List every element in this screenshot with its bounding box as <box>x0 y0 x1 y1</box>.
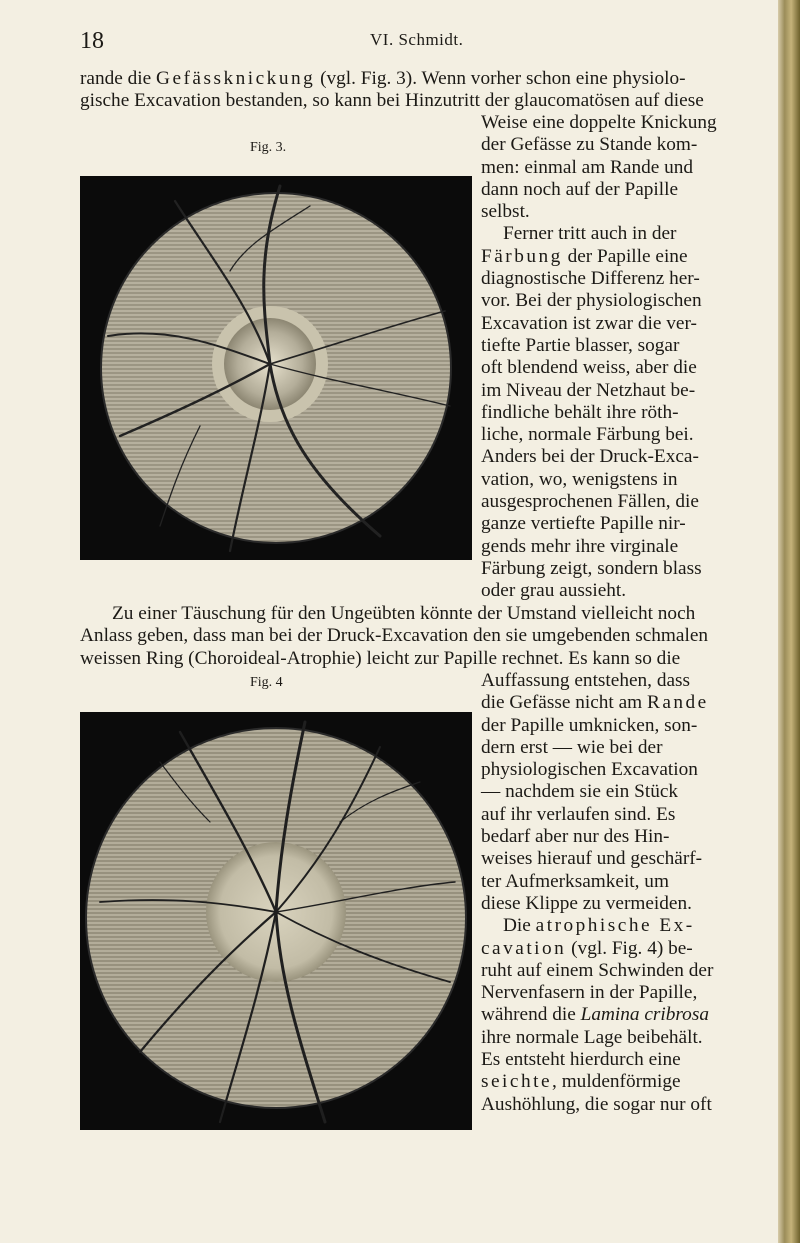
text-line: liche, normale Färbung bei. <box>481 424 694 446</box>
text-line: Aushöhlung, die sogar nur oft <box>481 1093 712 1115</box>
page-edge <box>778 0 800 1243</box>
paragraph-block-4 <box>481 670 713 1116</box>
text-line: während die Lamina cribrosa <box>481 1004 709 1026</box>
text-line: die Gefässe nicht am Rande <box>481 692 709 714</box>
text-line: ter Aufmerksamkeit, um <box>481 870 669 892</box>
text-line: ganze vertiefte Papille nir- <box>481 513 686 535</box>
text-line: ihre normale Lage beibehält. <box>481 1026 703 1048</box>
text-line: Nervenfasern in der Papille, <box>481 982 698 1004</box>
text-line: Färbung zeigt, sondern blass <box>481 557 702 579</box>
text-line: weissen Ring (Choroideal-Atrophie) leicht zur Papille rechnet. Es kann so die <box>80 647 681 669</box>
text-line: Auffassung entstehen, dass <box>481 670 691 691</box>
text-line: selbst. <box>481 201 530 223</box>
text-line: weises hierauf und geschärf- <box>481 848 703 870</box>
optic-disc-drawing-3 <box>80 176 472 560</box>
text-line: rande die Gefässknickung (vgl. Fig. 3). Wenn vorher schon eine physiolo- <box>80 68 686 89</box>
text-line: diese Klippe zu vermeiden. <box>481 892 692 914</box>
figure-3-label: Fig. 3. <box>250 140 287 155</box>
text-line: diagnostische Differenz her- <box>481 268 700 290</box>
text-line: ausgesprochenen Fällen, die <box>481 491 699 513</box>
figure-4-label: Fig. 4 <box>250 675 283 690</box>
text-line: gische Excavation bestanden, so kann bei Hinzutritt der glaucomatösen auf diese <box>80 90 704 112</box>
text-line: seichte, muldenförmige <box>481 1071 681 1093</box>
text-line: Anlass geben, dass man bei der Druck-Excavation den sie umgebenden schmalen <box>80 625 709 647</box>
spaced-term: Gefässknickung <box>156 68 316 89</box>
text-line: Die atrophische Ex- <box>503 915 695 937</box>
text-line: Anders bei der Druck-Exca- <box>481 446 699 468</box>
spaced-term: Färbung <box>481 245 563 267</box>
text-line: oft blendend weiss, aber die <box>481 357 697 379</box>
text-line: — nachdem sie ein Stück <box>481 781 679 803</box>
page-header <box>80 24 770 54</box>
paragraph-block-1 <box>80 68 704 113</box>
text-line: im Niveau der Netzhaut be- <box>481 379 696 401</box>
text-line: tiefte Partie blasser, sogar <box>481 334 680 356</box>
text-line: Excavation ist zwar die ver- <box>481 312 697 334</box>
text-line: findliche behält ihre röth- <box>481 401 679 423</box>
paragraph-block-3 <box>80 603 708 670</box>
spaced-term: cavation <box>481 937 567 959</box>
italic-term: Lamina cribrosa <box>580 1004 709 1026</box>
text-line: vation, wo, wenigstens in <box>481 468 678 490</box>
text-line: Ferner tritt auch in der <box>503 223 677 245</box>
text-line: physiologischen Excavation <box>481 759 698 781</box>
text-line: Zu einer Täuschung für den Ungeübten könnte der Umstand vielleicht noch <box>112 603 696 624</box>
running-head: VI. Schmidt. <box>370 30 464 49</box>
text-line: bedarf aber nur des Hin- <box>481 826 670 848</box>
text-line: men: einmal am Rande und <box>481 156 694 178</box>
text-line: dern erst — wie bei der <box>481 736 663 758</box>
text-line: Es entsteht hierdurch eine <box>481 1049 681 1071</box>
text-line: ruht auf einem Schwinden der <box>481 959 714 981</box>
spaced-term: Rande <box>646 692 709 714</box>
figure-4-illustration <box>80 712 472 1130</box>
text-line: oder grau aussieht. <box>481 580 627 602</box>
text-line: der Papille umknicken, son- <box>481 714 698 736</box>
text-line: Färbung der Papille eine <box>481 245 688 267</box>
figure-3-illustration <box>80 176 472 560</box>
text-line: cavation (vgl. Fig. 4) be- <box>481 937 693 959</box>
text-line: dann noch auf der Papille <box>481 178 679 200</box>
page-number: 18 <box>80 28 104 54</box>
optic-disc-drawing-4 <box>80 712 472 1130</box>
text-line: vor. Bei der physiologischen <box>481 290 702 312</box>
spaced-term: seichte <box>481 1071 553 1093</box>
paragraph-block-2 <box>481 112 717 603</box>
text-line: gends mehr ihre virginale <box>481 535 679 557</box>
text-line: der Gefässe zu Stande kom- <box>481 134 698 156</box>
text-line: Weise eine doppelte Knickung <box>481 112 717 133</box>
text-line: auf ihr verlaufen sind. Es <box>481 803 676 825</box>
spaced-term: atrophische Ex- <box>535 915 695 937</box>
